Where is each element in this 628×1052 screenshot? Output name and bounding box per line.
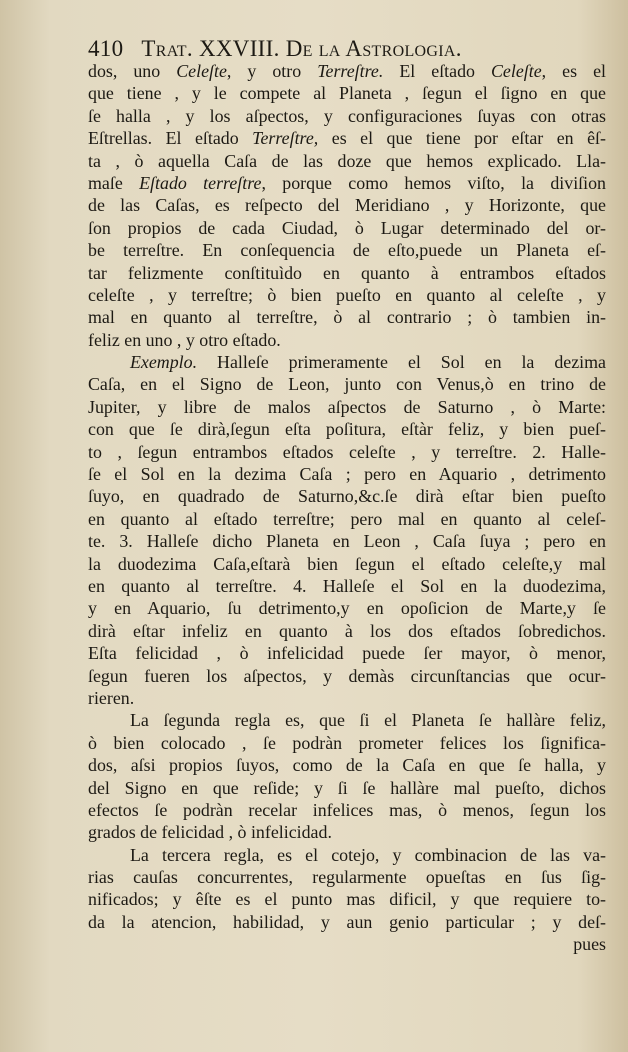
text-run: del Signo en que reſide; y ſi ſe hallàre mal pueſto, dichos: [88, 777, 606, 798]
text-line: [88, 799, 606, 821]
text-run: La ſegunda regla es, que ſi el Planeta ſe hallàre feliz,: [130, 710, 606, 731]
text-run: tar felizmente conſtituìdo en quanto à entrambos eſtados: [88, 262, 606, 283]
text-run: ſon propios de cada Ciudad, ò Lugar determinado del or-: [88, 217, 606, 238]
italic-run: Eſtado terreſtre: [139, 172, 262, 193]
text-body: [88, 60, 606, 956]
text-line: [88, 194, 606, 216]
running-title: Trat. XXVIII. De la Astrologia.: [141, 36, 462, 61]
text-run: la duodezima Caſa,eſtarà bien ſegun el eſtado celeſte,y mal: [88, 553, 606, 574]
text-run: Halleſe primeramente el Sol en la dezima: [197, 352, 606, 373]
text-line: [88, 866, 606, 888]
text-line: [88, 485, 606, 507]
text-line: [88, 777, 606, 799]
text-run: efectos ſe podràn recelar infelices mas, ò menos, ſegun los: [88, 799, 606, 820]
text-run: en quanto al eſtado terreſtre; pero mal en quanto al celeſ-: [88, 508, 606, 529]
text-run: grados de felicidad , ò infelicidad.: [88, 822, 332, 843]
text-run: pues: [573, 934, 606, 955]
text-line: [88, 687, 606, 709]
text-line: [88, 60, 606, 82]
text-line: [88, 911, 606, 933]
text-run: El eſtado: [383, 61, 491, 81]
text-line: [88, 105, 606, 127]
text-run: te. 3. Halleſe dicho Planeta en Leon , Caſa ſuya ; pero en: [88, 531, 606, 552]
text-line: [88, 396, 606, 418]
text-line: [88, 508, 606, 530]
text-run: Jupiter, y libre de malos aſpectos de Saturno , ò Marte:: [88, 396, 606, 417]
text-run: Caſa, en el Signo de Leon, junto con Venus,ò en trino de: [88, 374, 606, 395]
text-line: [88, 306, 606, 328]
text-line: [88, 127, 606, 149]
text-line: [88, 239, 606, 261]
text-line: [88, 620, 606, 642]
text-run: dirà eſtar infeliz en quanto à los dos eſtados ſobredichos.: [88, 620, 606, 641]
text-line: [88, 82, 606, 104]
text-run: con que ſe dirà,ſegun eſta poſitura, eſtàr feliz, y bien pueſ-: [88, 419, 606, 440]
text-line: [88, 530, 606, 552]
text-run: da la atencion, habilidad, y aun genio particular ; y deſ-: [88, 911, 606, 932]
text-run: ò bien colocado , ſe podràn prometer felices los ſignifica-: [88, 732, 606, 753]
text-line: [88, 441, 606, 463]
text-line: [88, 463, 606, 485]
italic-run: Celeſte: [491, 61, 542, 81]
text-line: [88, 642, 606, 664]
text-line: [88, 373, 606, 395]
text-run: celeſte , y terreſtre; ò bien pueſto en quanto al celeſte , y: [88, 284, 606, 305]
text-run: Eſtrellas. El eſtado: [88, 128, 253, 149]
text-run: maſe: [88, 172, 140, 193]
text-line: [88, 172, 606, 194]
text-run: rieren.: [88, 687, 135, 708]
text-line: [88, 217, 606, 239]
text-line: [88, 754, 606, 776]
italic-run: Terreſtre.: [317, 61, 384, 81]
text-run: , es el: [541, 61, 607, 81]
text-line: [88, 709, 606, 731]
text-line: [88, 597, 606, 619]
text-line: [88, 844, 606, 866]
text-run: es el que tiene por eſtar en êſ-: [318, 128, 606, 149]
text-line: [88, 553, 606, 575]
text-run: en quanto al terreſtre. 4. Halleſe el Sol en la duodezima,: [88, 575, 606, 596]
text-run: ſuyo, en quadrado de Saturno,&c.ſe dirà eſtar bien pueſto: [88, 486, 606, 507]
text-run: de las Caſas, es reſpecto del Meridiano , y Horizonte, que: [88, 195, 606, 216]
text-run: be terreſtre. En conſequencia de eſto,puede un Planeta eſ-: [88, 240, 606, 261]
text-line: [88, 418, 606, 440]
text-run: mal en quanto al terreſtre, ò al contrario ; ò tambien in-: [88, 307, 606, 328]
text-run: to , ſegun entrambos eſtados celeſte , y terreſtre. 2. Halle-: [88, 441, 606, 462]
text-run: ſegun fueren los aſpectos, y demàs circunſtancias que ocur-: [88, 665, 606, 686]
text-line: [88, 150, 606, 172]
italic-run: Celeſte: [176, 61, 227, 81]
catchword: [88, 933, 606, 955]
text-run: , y otro: [226, 61, 318, 81]
text-run: Eſta felicidad , ò infelicidad puede ſer mayor, ò menor,: [88, 643, 606, 664]
text-line: [88, 821, 606, 843]
text-line: [88, 575, 606, 597]
text-run: que tiene , y le compete al Planeta , ſegun el ſigno en que: [88, 83, 606, 104]
text-run: dos, uno: [88, 61, 177, 81]
italic-run: Exemplo.: [130, 352, 198, 373]
text-run: feliz en uno , y otro eſtado.: [88, 329, 281, 350]
text-run: La tercera regla, es el cotejo, y combinacion de las va-: [130, 844, 606, 865]
text-run: rias cauſas concurrentes, regularmente opueſtas en ſus ſig-: [88, 867, 606, 888]
text-run: ſe el Sol en la dezima Caſa ; pero en Aquario , detrimento: [88, 464, 606, 485]
text-line: [88, 262, 606, 284]
text-run: ta , ò aquella Caſa de las doze que hemos explicado. Lla-: [88, 150, 606, 171]
italic-run: Terreſtre,: [252, 128, 319, 149]
text-run: , porque como hemos viſto, la diviſion: [261, 172, 606, 193]
text-run: y en Aquario, ſu detrimento,y en opoſicion de Marte,y ſe: [88, 598, 606, 619]
text-line: [88, 665, 606, 687]
text-line: [88, 888, 606, 910]
text-line: [88, 351, 606, 373]
page-number: 410: [88, 36, 124, 61]
text-run: dos, aſsi propios ſuyos, como de la Caſa en que ſe halla, y: [88, 755, 606, 776]
text-line: [88, 284, 606, 306]
text-run: ſe halla , y los aſpectos, y configuraciones ſuyas con otras: [88, 105, 606, 126]
text-line: [88, 732, 606, 754]
text-line: [88, 329, 606, 351]
text-run: nificados; y êſte es el punto mas dificil, y que requiere to-: [88, 889, 606, 910]
